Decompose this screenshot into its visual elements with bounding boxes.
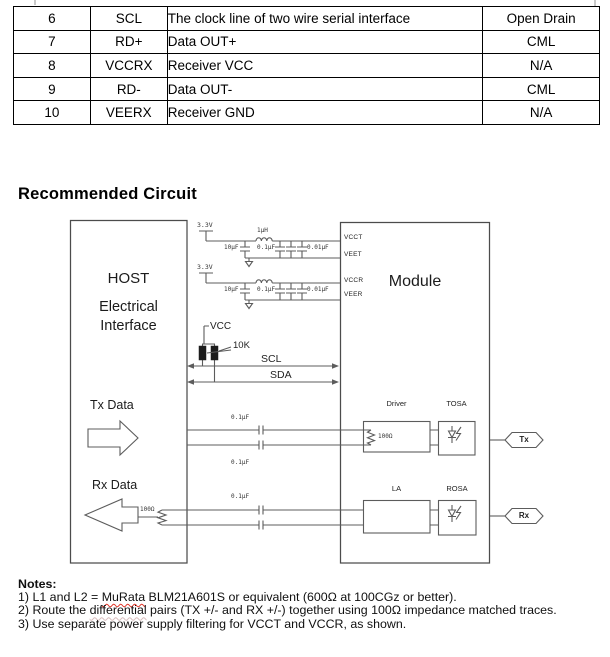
laser-diode-symbol [448,426,456,443]
host-label-line3: Interface [100,318,157,334]
cap-value: 0.1μF [257,244,276,251]
pin-number: 10 [14,101,91,125]
scl-sda-lines [187,363,339,384]
rx-term-value: 100Ω [140,506,155,513]
note-text: pairs (TX +/- and RX +/-) together using 100Ω impedance matched traces. [146,603,557,618]
laser-diode-symbol [449,431,456,438]
ground-symbol [246,304,253,309]
coupling-cap-value: 0.1μF [231,493,250,500]
rx-port-label: Rx [518,511,530,520]
vcc-label: VCC [210,321,232,332]
cap-value: 0.01μF [307,286,329,293]
note-text: 1) L1 and L2 = [18,590,102,605]
rx-path [85,499,363,531]
host-label-line2: Electrical [99,299,158,315]
cap-value: 10μF [224,244,239,251]
note-text: BLM21A601S or equivalent (600Ω at 100CGz or better). [145,590,457,605]
module-pin-veet: VEET [344,251,362,258]
pin-number: 9 [14,77,91,101]
rx-data-label: Rx Data [92,478,138,492]
cap-value: 0.01μF [307,244,329,251]
notes-title: Notes: [18,577,57,591]
driver-term-resistor [363,430,375,445]
pin-number: 6 [14,7,91,31]
coupling-cap-value: 0.1μF [231,414,250,421]
la-label: LA [391,484,402,493]
pullup-resistor [199,346,206,360]
pin-type: N/A [483,54,600,78]
driver-label: Driver [386,399,407,408]
tx-block-arrow [88,421,138,455]
coupling-cap-value: 0.1μF [231,459,250,466]
rosa-box [430,501,476,536]
pullup-value: 10K [233,340,250,351]
notes-section [18,578,557,631]
pin-desc: Data OUT+ [167,30,482,54]
pin-desc: Receiver VCC [167,54,482,78]
capacitor-symbol [275,241,285,258]
pin-desc: Receiver GND [167,101,482,125]
note-line-2 [18,604,557,617]
spellcheck-word: MuRata [101,590,146,605]
module-pin-vccr: VCCR [344,277,364,284]
spellcheck-word: differential [89,603,147,618]
module-pin-vcct: VCCT [344,234,363,241]
rosa-label: ROSA [446,484,468,493]
supply-voltage-label: 3.3V [197,263,213,271]
capacitor-symbol [275,283,285,300]
driver-box [363,422,430,453]
pin-name: VEERX [90,101,167,125]
pin-desc: The clock line of two wire serial interface [167,7,482,31]
host-label: HOST [107,270,150,287]
light-input-symbol [456,506,461,520]
photo-diode-symbol [449,510,456,517]
cap-value: 10μF [224,286,239,293]
pin-type: N/A [483,101,600,125]
pin-name: RD- [90,77,167,101]
inductor-value: 1μH [257,227,268,234]
la-box [364,501,431,534]
scl-label: SCL [261,353,282,365]
inductor-symbol [256,238,272,241]
pullup-resistor [211,346,218,360]
ground-symbol [246,262,253,267]
tx-path [88,421,363,455]
capacitor-symbol [240,283,250,300]
rx-block-arrow [85,499,138,531]
module-pin-veer: VEER [344,291,363,298]
sda-label: SDA [270,369,292,381]
i2c-pullups [199,326,231,382]
cap-value: 0.1μF [257,286,276,293]
pin-name: VCCRX [90,54,167,78]
inductor-symbol [256,280,272,283]
note-text: 2) Route the [18,603,90,618]
pin-type: Open Drain [483,7,600,31]
tosa-box [430,422,475,456]
pin-name: RD+ [90,30,167,54]
pin-number: 8 [14,54,91,78]
pin-type: CML [483,77,600,101]
capacitor-symbol [297,283,307,300]
rx-term-resistor-symbol [158,510,166,525]
tx-port-label: Tx [519,435,529,444]
pin-number: 7 [14,30,91,54]
pullup-pointer-lines [207,347,231,353]
note-line-3: 3) Use separate power supply filtering for VCCT and VCCR, as shown. [18,616,407,631]
module-label: Module [388,273,442,290]
tx-data-label: Tx Data [90,398,134,412]
supply-voltage-label: 3.3V [197,221,213,229]
photo-diode-symbol [448,505,456,522]
tosa-label: TOSA [446,399,467,408]
capacitor-symbol [286,241,296,258]
pin-type: CML [483,30,600,54]
light-emission-symbol [456,427,461,441]
capacitor-symbol [240,241,250,258]
pin-name: SCL [90,7,167,31]
capacitor-symbol [286,283,296,300]
capacitor-symbol [297,241,307,258]
pin-desc: Data OUT- [167,77,482,101]
section-heading: Recommended Circuit [18,185,197,203]
driver-term-value: 100Ω [378,433,393,440]
